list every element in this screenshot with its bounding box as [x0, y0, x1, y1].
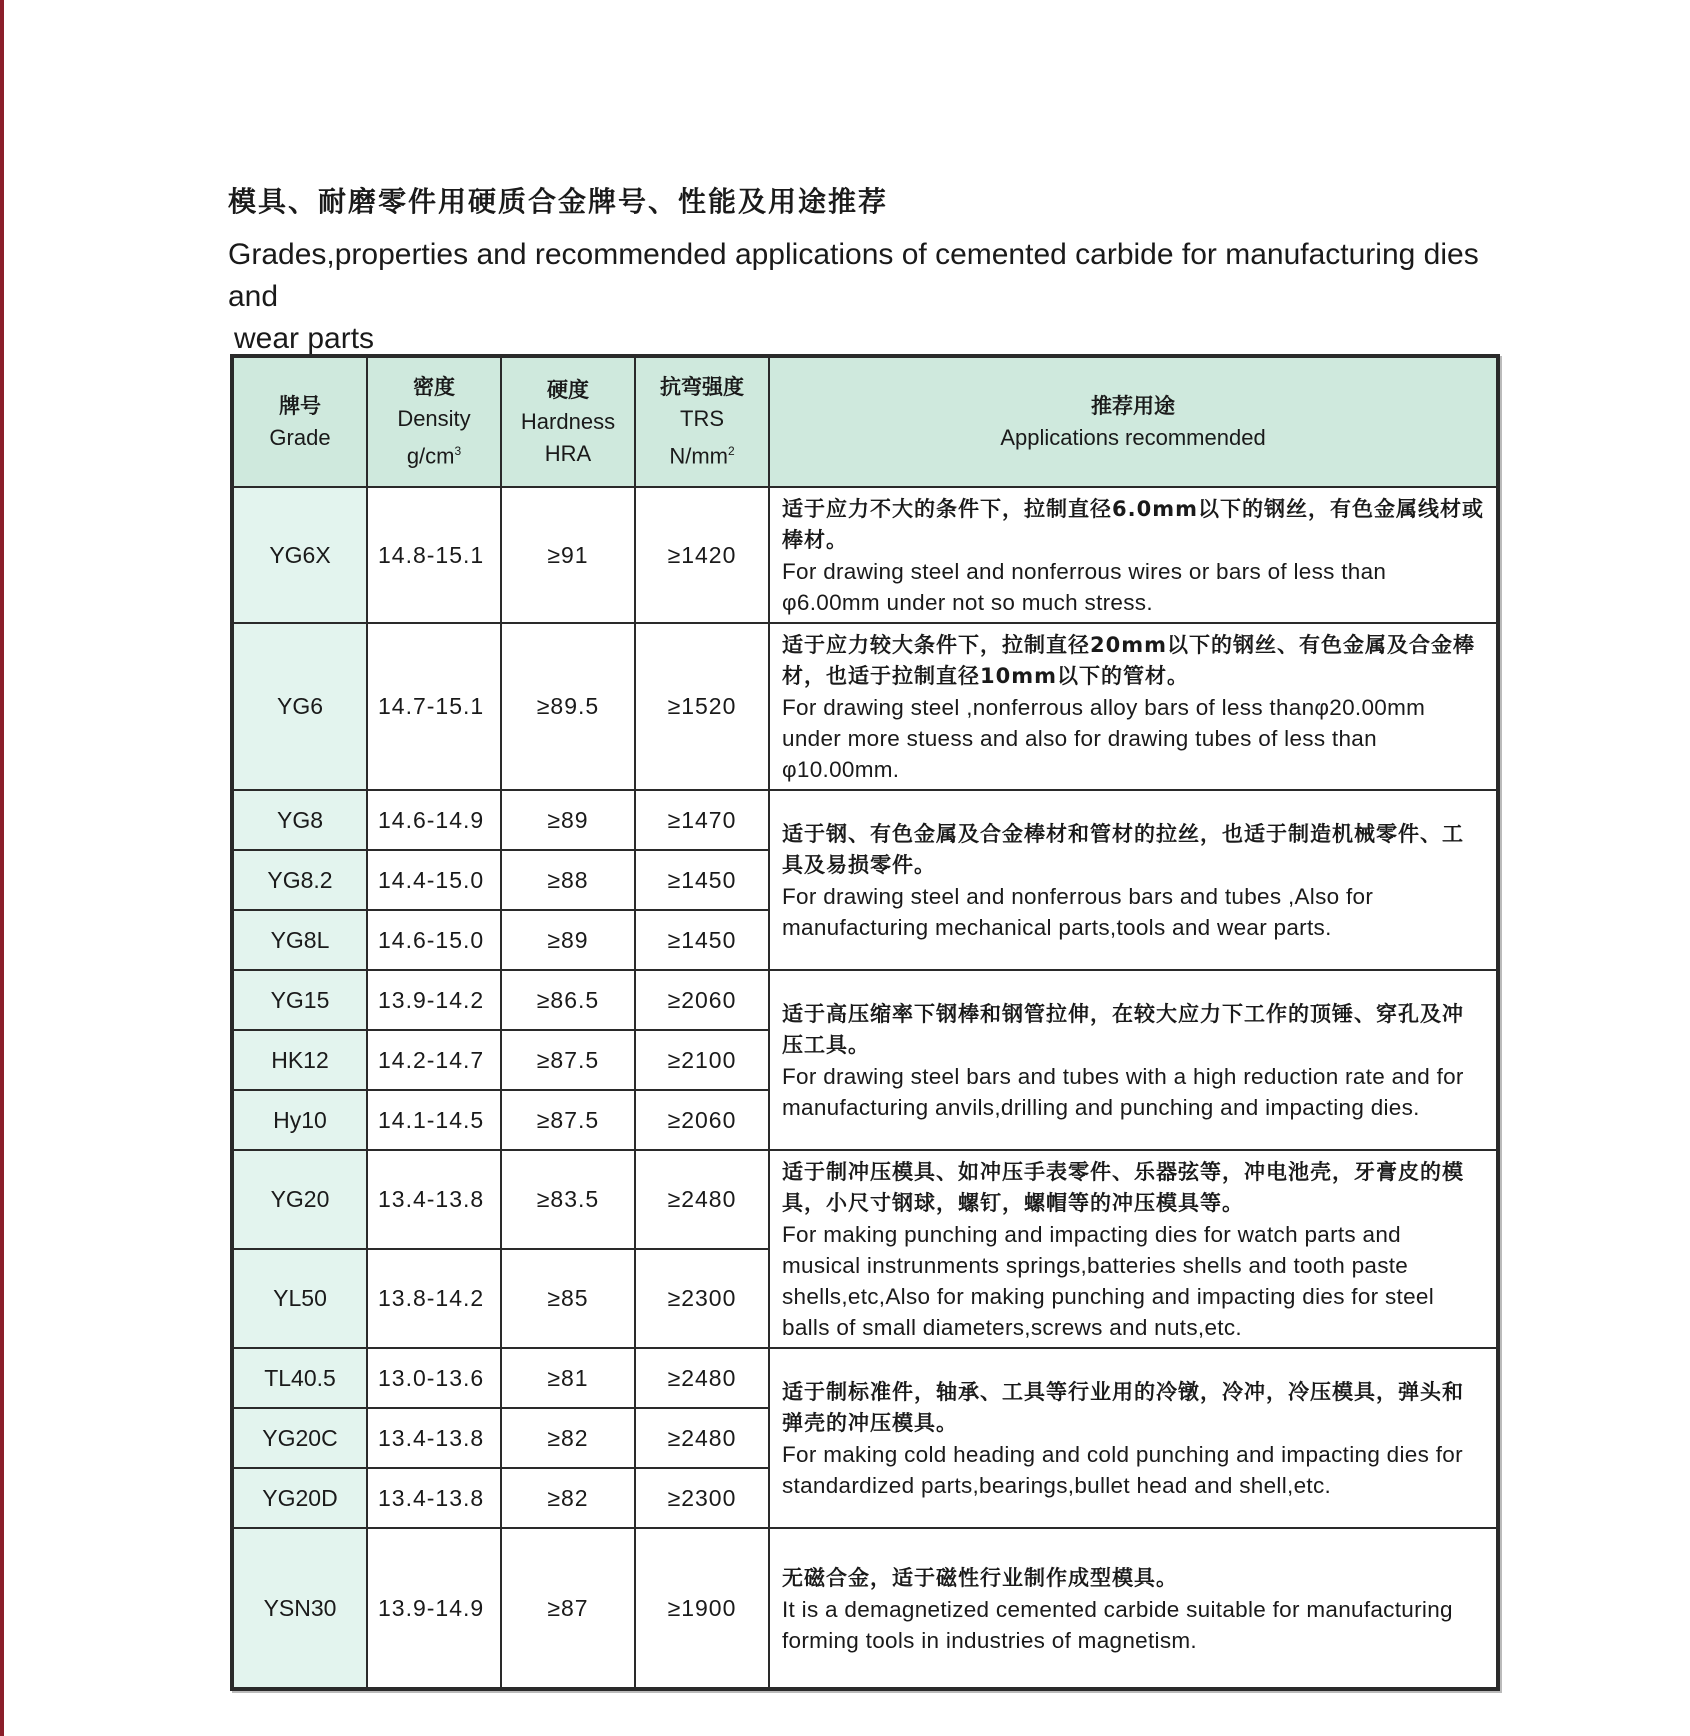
hardness-cell: ≥89.5 — [501, 623, 635, 790]
table-row — [233, 623, 1497, 790]
table-row — [233, 1348, 1497, 1408]
hardness-cell: ≥85 — [501, 1249, 635, 1348]
hardness-cell: ≥87 — [501, 1528, 635, 1688]
grade-cell: YG8 — [233, 790, 367, 850]
hardness-cell: ≥89 — [501, 910, 635, 970]
density-cell: 14.6-15.0 — [367, 910, 501, 970]
grade-cell: YG6 — [233, 623, 367, 790]
hardness-cell: ≥83.5 — [501, 1150, 635, 1249]
hardness-cell: ≥81 — [501, 1348, 635, 1408]
table-row — [233, 1528, 1497, 1688]
header-grade: 牌号 Grade — [233, 357, 367, 487]
grade-cell: YG8.2 — [233, 850, 367, 910]
trs-cell: ≥2300 — [635, 1249, 769, 1348]
density-cell: 13.4-13.8 — [367, 1408, 501, 1468]
trs-cell: ≥2100 — [635, 1030, 769, 1090]
grade-cell: YSN30 — [233, 1528, 367, 1688]
grade-cell: HK12 — [233, 1030, 367, 1090]
application-cell: 适于制冲压模具、如冲压手表零件、乐器弦等，冲电池壳，牙膏皮的模具，小尺寸钢球，螺钉，螺帽等的冲压模具等。 For making punching and impacting dies for watch parts and musical instrunments springs,batteries shells and tooth paste shells,etc,Also for making punching and impacting dies for steel balls of small diameters,screws and nuts,etc. — [769, 1150, 1497, 1348]
table-header-row — [233, 357, 1497, 487]
application-cell: 无磁合金，适于磁性行业制作成型模具。 It is a demagnetized cemented carbide suitable for manufacturing forming tools in industries of magnetism. — [769, 1528, 1497, 1688]
grades-table-container — [230, 354, 1500, 1691]
trs-cell: ≥1470 — [635, 790, 769, 850]
density-cell: 14.7-15.1 — [367, 623, 501, 790]
density-cell: 13.9-14.2 — [367, 970, 501, 1030]
table-row — [233, 790, 1497, 850]
left-border-rule — [0, 0, 4, 1736]
trs-cell: ≥2060 — [635, 1090, 769, 1150]
hardness-cell: ≥88 — [501, 850, 635, 910]
application-cell: 适于高压缩率下钢棒和钢管拉伸，在较大应力下工作的顶锤、穿孔及冲压工具。 For drawing steel bars and tubes with a high reduction rate and for manufacturing anvils,drilling and punching and impacting dies. — [769, 970, 1497, 1150]
grade-cell: YG20C — [233, 1408, 367, 1468]
trs-cell: ≥1520 — [635, 623, 769, 790]
hardness-cell: ≥89 — [501, 790, 635, 850]
table-row — [233, 970, 1497, 1030]
grade-cell: YG15 — [233, 970, 367, 1030]
trs-cell: ≥2480 — [635, 1348, 769, 1408]
grade-cell: TL40.5 — [233, 1348, 367, 1408]
header-density: 密度 Density $g/cm^3$ — [367, 357, 501, 487]
grade-cell: YG20 — [233, 1150, 367, 1249]
density-cell: 14.2-14.7 — [367, 1030, 501, 1090]
application-cell: 适于钢、有色金属及合金棒材和管材的拉丝，也适于制造机械零件、工具及易损零件。 For drawing steel and nonferrous bars and tubes ,Also for manufacturing mechanical parts,tools and wear parts. — [769, 790, 1497, 970]
application-cell: 适于应力不大的条件下，拉制直径6.0mm以下的钢丝，有色金属线材或棒材。 For drawing steel and nonferrous wires or bars of less than φ6.00mm under not so much stress. — [769, 487, 1497, 623]
header-applications: 推荐用途 Applications recommended — [769, 357, 1497, 487]
trs-cell: ≥2300 — [635, 1468, 769, 1528]
hardness-cell: ≥87.5 — [501, 1030, 635, 1090]
grade-cell: YG20D — [233, 1468, 367, 1528]
table-row — [233, 487, 1497, 623]
hardness-cell: ≥82 — [501, 1468, 635, 1528]
hardness-cell: ≥82 — [501, 1408, 635, 1468]
title-english — [228, 234, 1528, 360]
density-cell: 14.6-14.9 — [367, 790, 501, 850]
density-cell: 13.4-13.8 — [367, 1150, 501, 1249]
density-cell: 14.1-14.5 — [367, 1090, 501, 1150]
header-trs: 抗弯强度 TRS $N/mm^2$ — [635, 357, 769, 487]
title-english-line2: wear parts — [234, 322, 375, 355]
title-english-line1: Grades,properties and recommended applications of cemented carbide for manufacturing dies and — [228, 238, 1479, 313]
trs-cell: ≥1420 — [635, 487, 769, 623]
hardness-cell: ≥91 — [501, 487, 635, 623]
header-hardness: 硬度 Hardness HRA — [501, 357, 635, 487]
application-cell: 适于制标准件，轴承、工具等行业用的冷镦，冷冲，冷压模具，弹头和弹壳的冲压模具。 For making cold heading and cold punching and impacting dies for standardized parts,bearings,bullet head and shell,etc. — [769, 1348, 1497, 1528]
hardness-cell: ≥86.5 — [501, 970, 635, 1030]
trs-cell: ≥2480 — [635, 1150, 769, 1249]
hardness-cell: ≥87.5 — [501, 1090, 635, 1150]
density-cell: 13.8-14.2 — [367, 1249, 501, 1348]
grade-cell: YG6X — [233, 487, 367, 623]
density-cell: 14.4-15.0 — [367, 850, 501, 910]
table-row — [233, 1150, 1497, 1249]
density-cell: 13.0-13.6 — [367, 1348, 501, 1408]
page-heading — [228, 180, 1528, 360]
trs-cell: ≥1450 — [635, 910, 769, 970]
grades-table — [232, 356, 1498, 1689]
density-cell: 13.4-13.8 — [367, 1468, 501, 1528]
density-cell: 14.8-15.1 — [367, 487, 501, 623]
grade-cell: YL50 — [233, 1249, 367, 1348]
trs-cell: ≥1450 — [635, 850, 769, 910]
grade-cell: Hy10 — [233, 1090, 367, 1150]
grade-cell: YG8L — [233, 910, 367, 970]
application-cell: 适于应力较大条件下，拉制直径20mm以下的钢丝、有色金属及合金棒材，也适于拉制直径10mm以下的管材。 For drawing steel ,nonferrous alloy bars of less thanφ20.00mm under more stuess and also for drawing tubes of less than φ10.00mm. — [769, 623, 1497, 790]
trs-cell: ≥2060 — [635, 970, 769, 1030]
title-chinese: 模具、耐磨零件用硬质合金牌号、性能及用途推荐 — [228, 185, 889, 218]
density-cell: 13.9-14.9 — [367, 1528, 501, 1688]
trs-cell: ≥1900 — [635, 1528, 769, 1688]
trs-cell: ≥2480 — [635, 1408, 769, 1468]
